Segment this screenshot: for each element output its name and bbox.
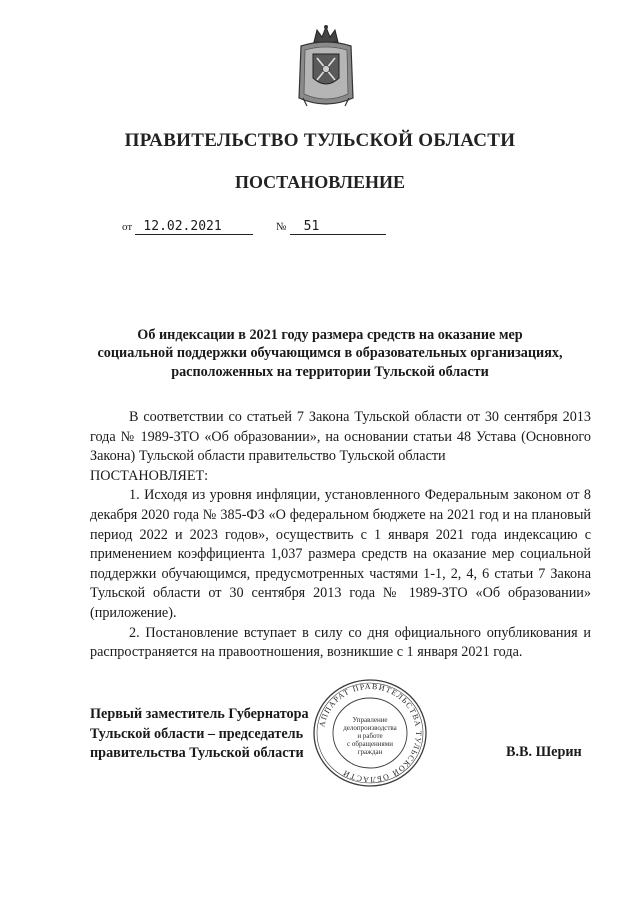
title-line: социальной поддержки обучающимся в образовательных организациях, <box>97 345 563 362</box>
item-2-paragraph: 2. Постановление вступает в силу со дня официального опубликования и распространяется на правоотношения, возникшие с 1 января 2021 года. <box>90 624 591 661</box>
signer-name: В.В. Шерин <box>506 744 582 760</box>
item-1-paragraph: 1. Исходя из уровня инфляции, установленного Федеральным законом от 8 декабря 2020 года № 385-ФЗ «О федеральном бюджете на 2021 год и на плановый период 2022 и 2023 годов», осуществить с 1 января 2021 года индексацию с применением коэффициента 1,037 размера средств на оказание мер социальной поддержки обучающимся, предусмотренных частями 1-1, 2, 4, 6 статьи 7 Закона Тульской области от 30 сентября 2013 года № 1989-ЗТО «Об образовании» (приложение). <box>90 487 591 621</box>
signer-position-line: Первый заместитель Губернатора <box>90 706 309 722</box>
document-number: 51 <box>290 219 386 235</box>
signer-position-line: Тульской области – председатель <box>90 725 304 742</box>
stamp-text-line: делопроизводства <box>343 724 397 732</box>
stamp-ring-text: АППАРАТ ПРАВИТЕЛЬСТВА ТУЛЬСКОЙ ОБЛАСТИ <box>317 681 424 785</box>
stamp-text-line: Управление <box>352 716 388 724</box>
date-label: от <box>122 221 133 233</box>
document-body <box>90 408 591 663</box>
preamble-paragraph: В соответствии со статьей 7 Закона Тульской области от 30 сентября 2013 года № 1989-ЗТО «Об образовании», на основании статьи 48 Устава (Основного Закона) Тульской области правительство Тульской области <box>90 409 591 465</box>
document-title <box>80 326 580 381</box>
title-line: расположенных на территории Тульской области <box>171 363 489 380</box>
stamp-text-line: граждан <box>357 748 383 756</box>
resolves-heading: ПОСТАНОВЛЯЕТ: <box>90 467 209 484</box>
title-line: Об индексации в 2021 году размера средств на оказание мер <box>137 327 523 343</box>
coat-of-arms-emblem <box>297 24 355 108</box>
requisites-line <box>122 218 386 235</box>
official-stamp <box>310 678 430 788</box>
document-type: ПОСТАНОВЛЕНИЕ <box>234 172 406 192</box>
stamp-text-line: и работе <box>357 732 383 740</box>
stamp-text-line: с обращениями <box>347 740 393 748</box>
government-name: ПРАВИТЕЛЬСТВО ТУЛЬСКОЙ ОБЛАСТИ <box>124 130 516 151</box>
signer-position <box>90 705 309 764</box>
number-label: № <box>275 221 287 233</box>
signer-position-line: правительства Тульской области <box>90 745 304 762</box>
document-date: 12.02.2021 <box>135 219 253 235</box>
